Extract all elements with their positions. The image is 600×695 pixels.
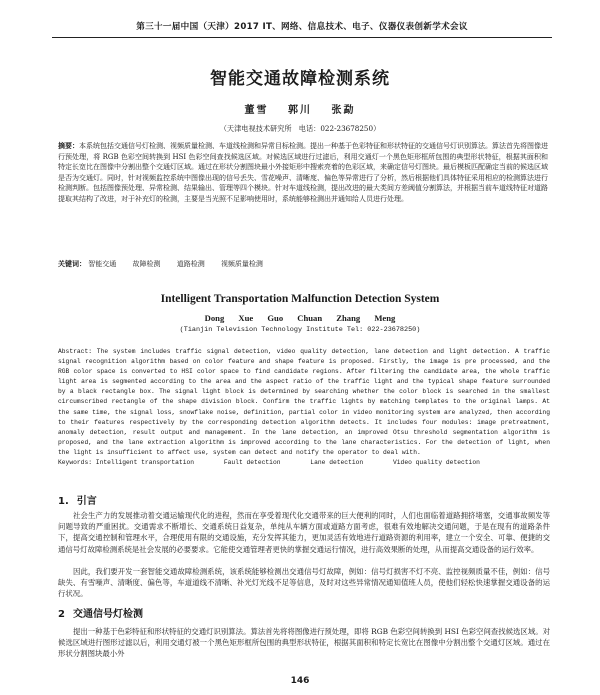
author-name: Zhang Meng	[336, 313, 396, 323]
english-keywords	[58, 458, 550, 468]
chinese-title: 智能交通故障检测系统	[210, 69, 390, 89]
english-title: Intelligent Transportation Malfunction Detection System	[160, 293, 440, 305]
keyword: 道路检测	[176, 260, 205, 268]
author-name: 郭川	[288, 105, 312, 116]
keyword: 智能交通	[88, 260, 117, 268]
author-name: 张勐	[331, 105, 356, 116]
keywords-label: Keywords:	[58, 459, 93, 466]
keyword: Fault detection	[223, 459, 281, 466]
abstract-label: Abstract:	[58, 348, 93, 355]
section-heading-traffic-signal	[58, 605, 143, 620]
english-abstract	[58, 347, 550, 458]
running-header: 第三十一届中国（天津）2017 IT、网络、信息技术、电子、仪器仪表创新学术会议	[52, 20, 552, 38]
keyword: Lane detection	[310, 459, 364, 466]
keyword: Video quality detection	[392, 459, 480, 466]
page-number: 146	[290, 676, 310, 686]
keyword: 故障检测	[132, 260, 161, 268]
body-paragraph: 提出一种基于色彩特征和形状特征的交通灯识别算法。算法首先将将图像进行预处理，即将 RGB 色彩空间转换到 HSI 色彩空间查找候选区域。对候选区域进行图形过滤以后，利用交通灯被一个黑色矩形框所包围的典型形状特征，根据其面积和特定长宽比在图像中分割出整个交通灯区域。通过在形状分割图块最小外	[58, 627, 550, 659]
abstract-text: The system includes traffic signal detection, video quality detection, lane detection and light detection. A traffic signal recognition algorithm based on color feature and shape feature is proposed. Firstly, the image is pre processed, and the RGB color space is converted to HSI color space to find candidate regions. After filtering the candidate area, the whole traffic light area is segmented according to the area and the aspect ratio of the traffic light and the typical shape feature surrounded by a black rectangle box. The signal light block is determined by searching whether the color block is searched in the smallest circumscribed rectangle of the shape division block. Confirm the traffic lights by matching templates to the original lamps. At the same time, the signal loss, snowflake noise, definition, partial color in video monitoring system are analyzed, then according to their features respectively by the corresponding detection algorithm detects. It includes four modules: image pretreatment, anomaly detection, result output and management. In the lane detection, an improved Otsu threshold segmentation algorithm is proposed, and the lane extraction algorithm is improved according to the lane characteristics. For the detection of light, when the light is insufficient to affect use, system can detect and notify the operator to deal with.	[58, 348, 550, 456]
section-number: 1.	[58, 496, 69, 507]
english-affiliation: (Tianjin Television Technology Institute Tel: 022-23678250)	[179, 326, 421, 334]
author-name: Guo Chuan	[267, 313, 323, 323]
section-heading-introduction	[58, 492, 97, 507]
section-number: 2	[58, 609, 65, 620]
english-authors	[0, 313, 600, 323]
author-name: Dong Xue	[204, 313, 254, 323]
section-title: 引言	[76, 496, 97, 507]
keyword: Intelligent transportation	[95, 459, 195, 466]
keywords-label: 关键词：	[58, 259, 86, 268]
keyword: 视频质量检测	[220, 260, 263, 268]
chinese-keywords	[58, 259, 548, 269]
author-name: 董雪	[244, 105, 269, 116]
chinese-abstract	[58, 141, 548, 204]
chinese-authors	[0, 101, 600, 116]
body-paragraph: 因此，我们要开发一套智能交通故障检测系统，该系统能够检测出交通信号灯故障，例如：信号灯损害不灯不亮、监控视频质量不佳，例如：信号缺失、有雪噪声、清晰度、偏色等，车道道线不清晰、补光灯光线不足等信息，及时对这些异常情况通知值班人员，使他们轻松快速掌握交通设备的运行状况。	[58, 567, 550, 599]
abstract-label: 摘要：	[58, 142, 79, 150]
abstract-text: 本系统包括交通信号灯检测、视频质量检测、车道线检测和异常目标检测。提出一种基于色彩特征和形状特征的交通信号灯识别算法。算法首先将图像进行预处理，将 RGB 色彩空间转换到 HSI 色彩空间查找候选区域。对候选区域进行过滤后，利用交通灯一个黑色矩形框所包围的典型形状特征，根据其面积和特定长宽比在图像中分割出整个交通灯区域。通过在形状分割图块最小外接矩形中搜索亮着的色彩区域，来确定信号灯图块。最后模板匹配确定当前的候选区域是否为交通灯。同时，针对视频监控系统中图像出现的信号丢失、雪花噪声、清晰度、偏色等异常进行了分析，然后根据他们具体特征采用相应的检测算法进行检测判断。包括图像预处理、异常检测、结果输出、管理等四个模块。针对车道线检测，提出改进的最大类间方差阈值分割算法，并根据当前车道线特征对道路提取其结构了改进，对于补充灯的检测，主要是当光照不足影响使用时，系统能够检测出并通知给人员进行处理。	[58, 142, 548, 203]
chinese-affiliation: （天津电视技术研究所 电话：022-23678250）	[219, 124, 381, 133]
section-title: 交通信号灯检测	[72, 609, 143, 620]
body-paragraph: 社会生产力的发展推动着交通运输现代化的进程，然而在享受着现代化交通带来的巨大便利的同时，人们也面临着道路拥挤堵塞，交通事故频发等问题导致的严重困扰。交通需求不断增长、交通系统日益复杂，单纯从车辆方面或道路方面考虑，很难有效地解决交通问题，于是在现有的道路条件下，提高交通控制和管理水平，合理使用有限的交通设施，充分发挥其能力，更加灵活有效地进行道路资源的利用率，建立一个安全、可靠、便捷的交通信号灯故障检测系统是社会发展的必要要求。它能使交通管理者更快的掌握交通运行情况，进行高效果断的处理，从而提高交通设备的运行效率。	[58, 511, 550, 554]
